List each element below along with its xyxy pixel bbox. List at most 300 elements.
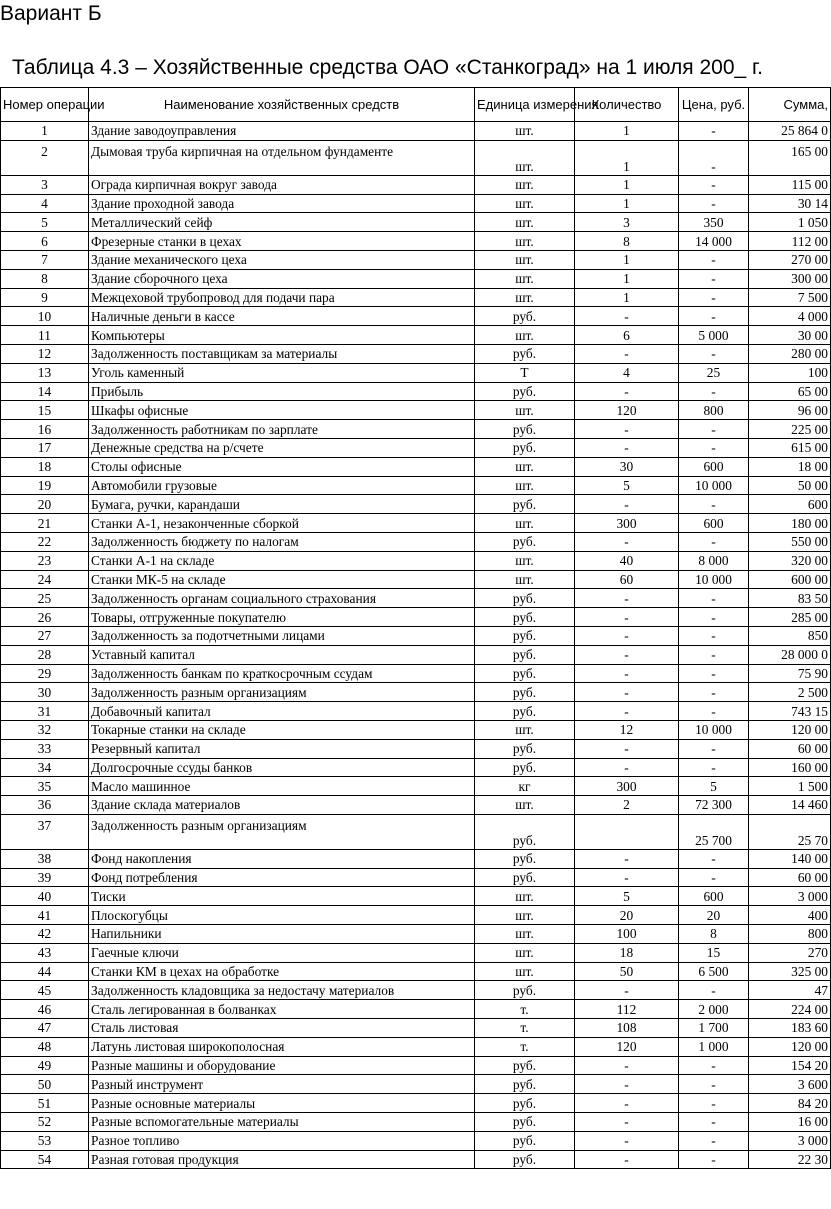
row-operation-number: 15 — [1, 401, 89, 420]
row-quantity: - — [575, 702, 679, 721]
row-operation-number: 46 — [1, 1000, 89, 1019]
table-row — [1, 683, 831, 702]
row-operation-number: 24 — [1, 570, 89, 589]
row-asset-name: Здание сборочного цеха — [89, 269, 475, 288]
row-asset-name: Станки МК-5 на складе — [89, 570, 475, 589]
row-sum: 47 — [749, 981, 831, 1000]
table-row — [1, 589, 831, 608]
row-operation-number: 21 — [1, 514, 89, 533]
row-price: - — [679, 739, 749, 758]
row-sum: 280 00 — [749, 344, 831, 363]
table-row — [1, 401, 831, 420]
table-row — [1, 1075, 831, 1094]
row-price: - — [679, 849, 749, 868]
row-unit: руб. — [475, 645, 575, 664]
row-quantity: 5 — [575, 887, 679, 906]
row-price: - — [679, 1094, 749, 1113]
variant-heading: Вариант Б — [0, 2, 102, 25]
row-quantity: 1 — [575, 288, 679, 307]
row-sum: 270 — [749, 943, 831, 962]
row-quantity: 2 — [575, 796, 679, 815]
row-asset-name: Шкафы офисные — [89, 401, 475, 420]
row-asset-name: Здание заводоуправления — [89, 122, 475, 141]
table-row — [1, 1037, 831, 1056]
row-price: - — [679, 1113, 749, 1132]
row-price: - — [679, 382, 749, 401]
row-quantity: 4 — [575, 363, 679, 382]
table-title: Таблица 4.3 – Хозяйственные средства ОАО «Станкоград» на 1 июля 200_ г. — [12, 56, 763, 79]
row-quantity: - — [575, 608, 679, 627]
row-asset-name: Задолженность работникам по зарплате — [89, 420, 475, 439]
row-price: 600 — [679, 887, 749, 906]
table-row — [1, 140, 831, 175]
row-operation-number: 38 — [1, 849, 89, 868]
table-row — [1, 213, 831, 232]
row-quantity: - — [575, 307, 679, 326]
row-unit: руб. — [475, 702, 575, 721]
row-price: - — [679, 438, 749, 457]
row-unit: руб. — [475, 532, 575, 551]
row-sum: 7 500 — [749, 288, 831, 307]
row-sum: 14 460 — [749, 796, 831, 815]
table-row — [1, 943, 831, 962]
row-unit: шт. — [475, 887, 575, 906]
row-operation-number: 6 — [1, 232, 89, 251]
row-price: 5 000 — [679, 326, 749, 345]
row-asset-name: Долгосрочные ссуды банков — [89, 758, 475, 777]
row-price: 10 000 — [679, 720, 749, 739]
row-operation-number: 43 — [1, 943, 89, 962]
row-sum: 400 — [749, 906, 831, 925]
table-row — [1, 626, 831, 645]
row-asset-name: Латунь листовая широкополосная — [89, 1037, 475, 1056]
row-asset-name: Уголь каменный — [89, 363, 475, 382]
table-row — [1, 1000, 831, 1019]
row-asset-name: Токарные станки на складе — [89, 720, 475, 739]
row-quantity: - — [575, 981, 679, 1000]
table-row — [1, 532, 831, 551]
row-sum: 300 00 — [749, 269, 831, 288]
row-unit: руб. — [475, 814, 575, 849]
row-asset-name: Разные основные материалы — [89, 1094, 475, 1113]
row-quantity: 120 — [575, 401, 679, 420]
row-operation-number: 37 — [1, 814, 89, 849]
table-row — [1, 457, 831, 476]
row-asset-name: Разные вспомогательные материалы — [89, 1113, 475, 1132]
row-asset-name: Разное топливо — [89, 1131, 475, 1150]
row-unit: руб. — [475, 664, 575, 683]
row-operation-number: 36 — [1, 796, 89, 815]
row-sum: 25 864 0 — [749, 122, 831, 141]
row-sum: 615 00 — [749, 438, 831, 457]
row-quantity: 108 — [575, 1019, 679, 1038]
row-quantity: - — [575, 1056, 679, 1075]
row-sum: 224 00 — [749, 1000, 831, 1019]
row-price: 15 — [679, 943, 749, 962]
row-sum: 30 00 — [749, 326, 831, 345]
row-quantity: - — [575, 849, 679, 868]
row-operation-number: 52 — [1, 1113, 89, 1132]
row-quantity: 1 — [575, 122, 679, 141]
table-row — [1, 288, 831, 307]
table-header-row — [1, 88, 831, 122]
row-quantity — [575, 814, 679, 849]
row-sum: 28 000 0 — [749, 645, 831, 664]
row-quantity: - — [575, 739, 679, 758]
row-operation-number: 51 — [1, 1094, 89, 1113]
row-sum: 75 90 — [749, 664, 831, 683]
row-price: - — [679, 1075, 749, 1094]
row-unit: руб. — [475, 495, 575, 514]
row-sum: 225 00 — [749, 420, 831, 439]
row-quantity: 100 — [575, 925, 679, 944]
row-quantity: 20 — [575, 906, 679, 925]
row-price: - — [679, 758, 749, 777]
row-price: - — [679, 122, 749, 141]
row-quantity: 120 — [575, 1037, 679, 1056]
row-operation-number: 29 — [1, 664, 89, 683]
table-row — [1, 382, 831, 401]
row-quantity: 1 — [575, 175, 679, 194]
row-unit: шт. — [475, 925, 575, 944]
row-price: - — [679, 868, 749, 887]
row-operation-number: 8 — [1, 269, 89, 288]
row-operation-number: 50 — [1, 1075, 89, 1094]
row-sum: 115 00 — [749, 175, 831, 194]
row-unit: шт. — [475, 962, 575, 981]
row-unit: шт. — [475, 551, 575, 570]
row-unit: руб. — [475, 683, 575, 702]
row-quantity: 60 — [575, 570, 679, 589]
row-quantity: - — [575, 382, 679, 401]
row-unit: шт. — [475, 175, 575, 194]
row-asset-name: Товары, отгруженные покупателю — [89, 608, 475, 627]
row-quantity: 112 — [575, 1000, 679, 1019]
row-unit: руб. — [475, 1094, 575, 1113]
row-price: - — [679, 194, 749, 213]
row-sum: 550 00 — [749, 532, 831, 551]
row-sum: 30 14 — [749, 194, 831, 213]
row-price: - — [679, 702, 749, 721]
table-row — [1, 232, 831, 251]
table-row — [1, 796, 831, 815]
table-row — [1, 250, 831, 269]
row-price: 1 700 — [679, 1019, 749, 1038]
row-price: 600 — [679, 457, 749, 476]
table-row — [1, 514, 831, 533]
row-unit: шт. — [475, 213, 575, 232]
row-unit: т. — [475, 1037, 575, 1056]
table-row — [1, 962, 831, 981]
row-price: - — [679, 1150, 749, 1169]
row-price: - — [679, 981, 749, 1000]
row-unit: шт. — [475, 269, 575, 288]
row-unit: шт. — [475, 457, 575, 476]
row-operation-number: 22 — [1, 532, 89, 551]
row-asset-name: Задолженность разным организациям — [89, 814, 475, 849]
row-quantity: 40 — [575, 551, 679, 570]
row-price: 2 000 — [679, 1000, 749, 1019]
table-row — [1, 122, 831, 141]
row-operation-number: 31 — [1, 702, 89, 721]
row-unit: шт. — [475, 194, 575, 213]
row-price: - — [679, 608, 749, 627]
row-quantity: - — [575, 1075, 679, 1094]
table-row — [1, 608, 831, 627]
row-operation-number: 10 — [1, 307, 89, 326]
row-unit: шт. — [475, 476, 575, 495]
row-asset-name: Фрезерные станки в цехах — [89, 232, 475, 251]
row-asset-name: Задолженность поставщикам за материалы — [89, 344, 475, 363]
table-row — [1, 739, 831, 758]
header-unit: Единица измерения — [475, 88, 575, 122]
row-operation-number: 19 — [1, 476, 89, 495]
row-unit: т. — [475, 1000, 575, 1019]
row-sum: 160 00 — [749, 758, 831, 777]
row-unit: шт. — [475, 720, 575, 739]
row-asset-name: Бумага, ручки, карандаши — [89, 495, 475, 514]
row-price: - — [679, 626, 749, 645]
row-unit: шт. — [475, 140, 575, 175]
row-quantity: 1 — [575, 140, 679, 175]
row-asset-name: Задолженность бюджету по налогам — [89, 532, 475, 551]
row-price: - — [679, 140, 749, 175]
row-quantity: 1 — [575, 194, 679, 213]
row-asset-name: Задолженность банкам по краткосрочным ссудам — [89, 664, 475, 683]
row-unit: кг — [475, 777, 575, 796]
table-row — [1, 194, 831, 213]
row-quantity: 6 — [575, 326, 679, 345]
row-sum: 320 00 — [749, 551, 831, 570]
row-quantity: 18 — [575, 943, 679, 962]
row-operation-number: 44 — [1, 962, 89, 981]
row-asset-name: Напильники — [89, 925, 475, 944]
row-quantity: 1 — [575, 269, 679, 288]
row-sum: 18 00 — [749, 457, 831, 476]
row-quantity: - — [575, 664, 679, 683]
row-sum: 16 00 — [749, 1113, 831, 1132]
table-row — [1, 720, 831, 739]
table-row — [1, 495, 831, 514]
table-row — [1, 814, 831, 849]
table-row — [1, 1056, 831, 1075]
row-operation-number: 34 — [1, 758, 89, 777]
row-quantity: - — [575, 683, 679, 702]
row-quantity: - — [575, 589, 679, 608]
row-quantity: 8 — [575, 232, 679, 251]
row-sum: 600 00 — [749, 570, 831, 589]
table-row — [1, 758, 831, 777]
table-row — [1, 702, 831, 721]
row-sum: 600 — [749, 495, 831, 514]
row-unit: руб. — [475, 1150, 575, 1169]
row-unit: шт. — [475, 122, 575, 141]
row-unit: шт. — [475, 288, 575, 307]
row-unit: руб. — [475, 1113, 575, 1132]
row-unit: шт. — [475, 326, 575, 345]
row-price: - — [679, 250, 749, 269]
table-row — [1, 906, 831, 925]
row-unit: руб. — [475, 981, 575, 1000]
row-quantity: 3 — [575, 213, 679, 232]
row-sum: 165 00 — [749, 140, 831, 175]
row-sum: 60 00 — [749, 868, 831, 887]
row-unit: шт. — [475, 401, 575, 420]
row-sum: 60 00 — [749, 739, 831, 758]
row-price: 6 500 — [679, 962, 749, 981]
row-asset-name: Межцеховой трубопровод для подачи пара — [89, 288, 475, 307]
row-unit: шт. — [475, 570, 575, 589]
row-sum: 3 000 — [749, 887, 831, 906]
row-price: 10 000 — [679, 476, 749, 495]
row-operation-number: 4 — [1, 194, 89, 213]
row-quantity: - — [575, 758, 679, 777]
row-sum: 100 — [749, 363, 831, 382]
row-sum: 65 00 — [749, 382, 831, 401]
row-operation-number: 23 — [1, 551, 89, 570]
header-price: Цена, руб. — [679, 88, 749, 122]
row-sum: 1 500 — [749, 777, 831, 796]
table-row — [1, 551, 831, 570]
row-quantity: - — [575, 1094, 679, 1113]
row-operation-number: 49 — [1, 1056, 89, 1075]
row-quantity: - — [575, 1150, 679, 1169]
row-price: - — [679, 1131, 749, 1150]
row-price: 1 000 — [679, 1037, 749, 1056]
row-operation-number: 32 — [1, 720, 89, 739]
assets-table — [0, 87, 831, 1169]
row-price: 25 700 — [679, 814, 749, 849]
row-operation-number: 18 — [1, 457, 89, 476]
row-sum: 22 30 — [749, 1150, 831, 1169]
row-sum: 120 00 — [749, 1037, 831, 1056]
row-unit: т. — [475, 1019, 575, 1038]
row-asset-name: Денежные средства на р/счете — [89, 438, 475, 457]
row-price: 14 000 — [679, 232, 749, 251]
table-row — [1, 326, 831, 345]
table-row — [1, 925, 831, 944]
row-sum: 3 000 — [749, 1131, 831, 1150]
row-sum: 325 00 — [749, 962, 831, 981]
row-asset-name: Тиски — [89, 887, 475, 906]
row-price: - — [679, 420, 749, 439]
row-sum: 84 20 — [749, 1094, 831, 1113]
row-asset-name: Автомобили грузовые — [89, 476, 475, 495]
row-operation-number: 48 — [1, 1037, 89, 1056]
row-asset-name: Здание механического цеха — [89, 250, 475, 269]
row-asset-name: Прибыль — [89, 382, 475, 401]
row-quantity: - — [575, 626, 679, 645]
row-price: 350 — [679, 213, 749, 232]
row-operation-number: 14 — [1, 382, 89, 401]
row-asset-name: Станки А-1 на складе — [89, 551, 475, 570]
row-price: 5 — [679, 777, 749, 796]
table-row — [1, 476, 831, 495]
header-operation-number: Номер операции — [1, 88, 89, 122]
row-sum: 2 500 — [749, 683, 831, 702]
row-operation-number: 27 — [1, 626, 89, 645]
row-operation-number: 45 — [1, 981, 89, 1000]
row-price: 10 000 — [679, 570, 749, 589]
row-operation-number: 42 — [1, 925, 89, 944]
row-asset-name: Разные машины и оборудование — [89, 1056, 475, 1075]
table-row — [1, 363, 831, 382]
row-asset-name: Задолженность кладовщика за недостачу материалов — [89, 981, 475, 1000]
row-sum: 50 00 — [749, 476, 831, 495]
row-price: - — [679, 344, 749, 363]
row-operation-number: 53 — [1, 1131, 89, 1150]
row-unit: руб. — [475, 758, 575, 777]
row-asset-name: Гаечные ключи — [89, 943, 475, 962]
row-sum: 154 20 — [749, 1056, 831, 1075]
row-operation-number: 28 — [1, 645, 89, 664]
header-asset-name: Наименование хозяйственных средств — [89, 88, 475, 122]
row-unit: руб. — [475, 307, 575, 326]
header-sum: Сумма, — [749, 88, 831, 122]
row-price: 800 — [679, 401, 749, 420]
table-row — [1, 887, 831, 906]
row-price: 600 — [679, 514, 749, 533]
row-sum: 96 00 — [749, 401, 831, 420]
row-sum: 120 00 — [749, 720, 831, 739]
table-row — [1, 1113, 831, 1132]
table-row — [1, 849, 831, 868]
row-unit: руб. — [475, 1075, 575, 1094]
row-sum: 3 600 — [749, 1075, 831, 1094]
row-unit: шт. — [475, 906, 575, 925]
row-sum: 183 60 — [749, 1019, 831, 1038]
row-operation-number: 47 — [1, 1019, 89, 1038]
table-row — [1, 981, 831, 1000]
row-quantity: 12 — [575, 720, 679, 739]
row-sum: 25 70 — [749, 814, 831, 849]
row-asset-name: Металлический сейф — [89, 213, 475, 232]
row-unit: руб. — [475, 438, 575, 457]
row-asset-name: Станки А-1, незаконченные сборкой — [89, 514, 475, 533]
row-asset-name: Фонд накопления — [89, 849, 475, 868]
row-asset-name: Добавочный капитал — [89, 702, 475, 721]
row-price: - — [679, 589, 749, 608]
row-quantity: 1 — [575, 250, 679, 269]
row-operation-number: 39 — [1, 868, 89, 887]
row-sum: 180 00 — [749, 514, 831, 533]
row-asset-name: Плоскогубцы — [89, 906, 475, 925]
row-quantity: 300 — [575, 514, 679, 533]
row-asset-name: Задолженность органам социального страхования — [89, 589, 475, 608]
row-price: - — [679, 645, 749, 664]
row-operation-number: 25 — [1, 589, 89, 608]
row-operation-number: 30 — [1, 683, 89, 702]
row-unit: руб. — [475, 739, 575, 758]
row-unit: руб. — [475, 849, 575, 868]
table-row — [1, 344, 831, 363]
row-asset-name: Столы офисные — [89, 457, 475, 476]
row-sum: 850 — [749, 626, 831, 645]
row-sum: 83 50 — [749, 589, 831, 608]
row-unit: руб. — [475, 608, 575, 627]
row-operation-number: 2 — [1, 140, 89, 175]
row-quantity: - — [575, 645, 679, 664]
row-asset-name: Задолженность разным организациям — [89, 683, 475, 702]
table-body — [1, 122, 831, 1169]
row-asset-name: Масло машинное — [89, 777, 475, 796]
row-asset-name: Ограда кирпичная вокруг завода — [89, 175, 475, 194]
row-asset-name: Резервный капитал — [89, 739, 475, 758]
table-row — [1, 1094, 831, 1113]
row-asset-name: Наличные деньги в кассе — [89, 307, 475, 326]
row-quantity: - — [575, 344, 679, 363]
table-row — [1, 868, 831, 887]
